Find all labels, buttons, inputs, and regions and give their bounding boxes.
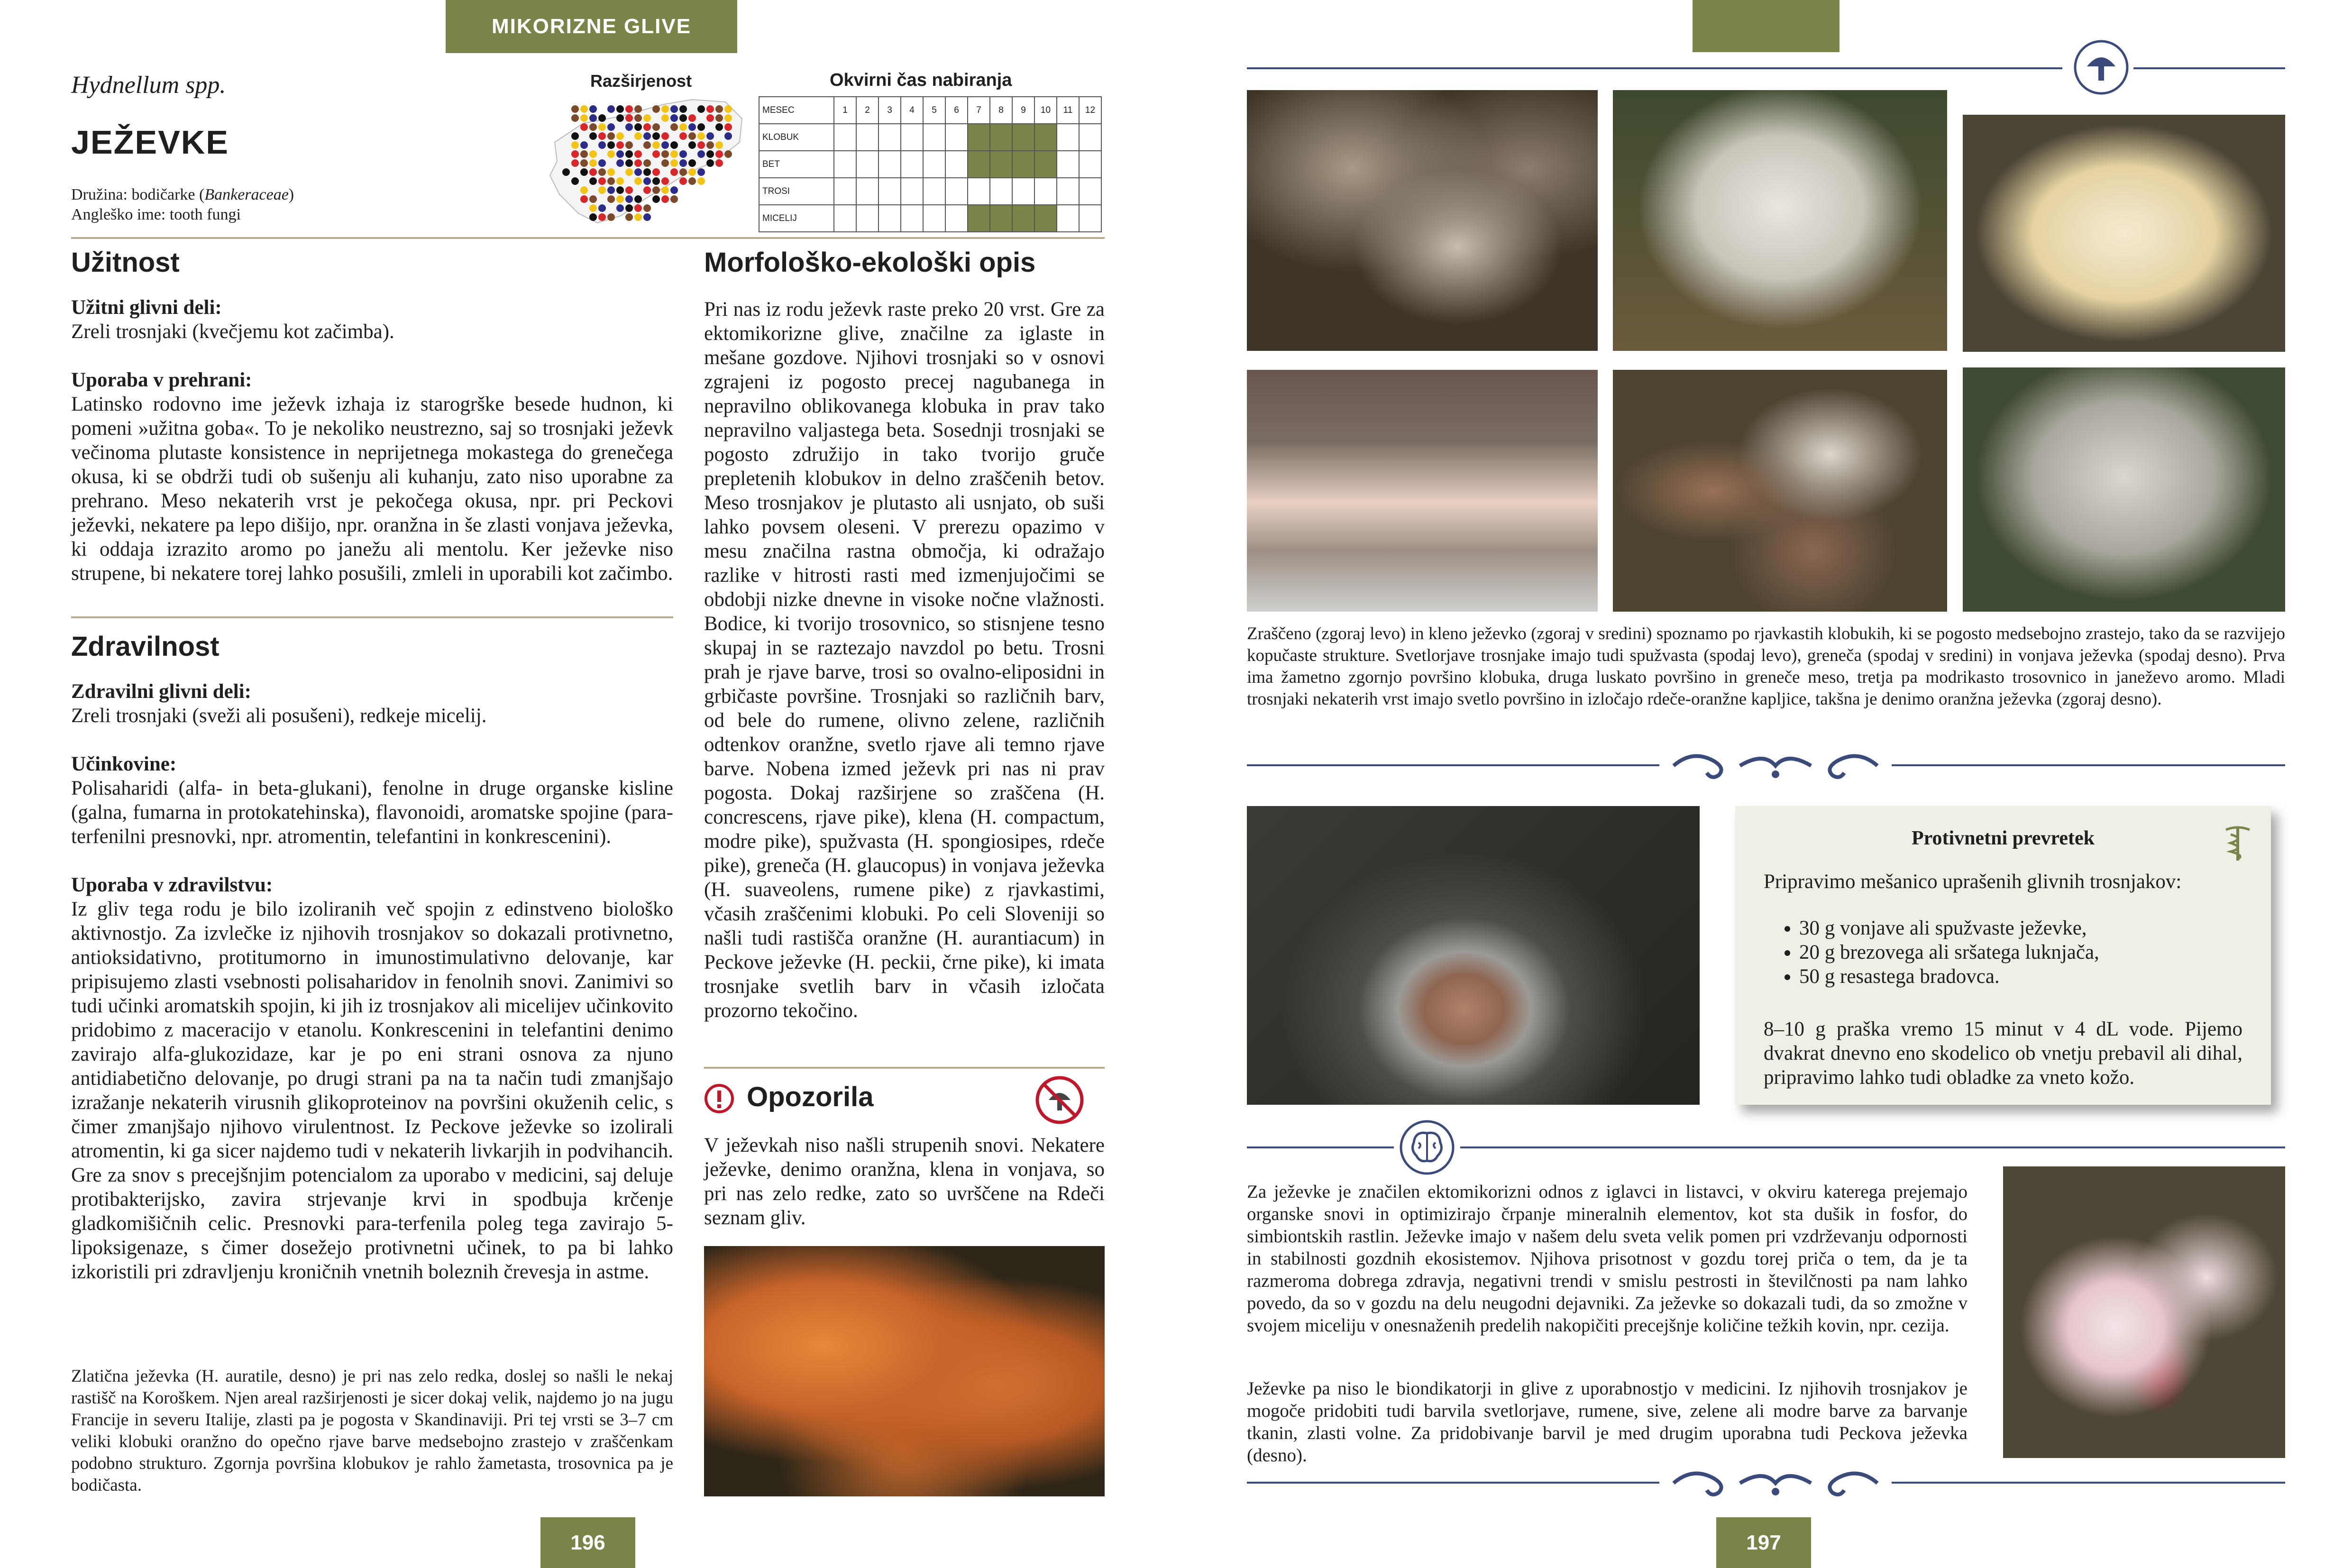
distribution-dot <box>670 159 678 167</box>
distribution-dot <box>724 105 732 113</box>
family-end: ) <box>288 186 294 203</box>
distribution-dot <box>679 123 687 131</box>
zdravilnost-sub1: Zdravilni glivni deli: <box>71 680 251 703</box>
distribution-dot <box>697 132 705 140</box>
distribution-dot <box>598 213 606 221</box>
photo-top-left <box>1247 90 1598 351</box>
distribution-dot <box>652 150 660 158</box>
distribution-dot <box>598 123 606 131</box>
distribution-dot <box>652 186 660 194</box>
distribution-dot <box>679 114 687 122</box>
distribution-dot <box>697 105 705 113</box>
ecology-text-1: Za ježevke je značilen ektomikorizni odnos z iglavci in listavci, v okviru katerega prejemajo organske snovi in optimizirajo črpanje mineralnih elementov, kot sta dušik in fosfor, do simbiontskih rastlin. Ježevke imajo v našem delu sveta velik pomen pri vzdrževanju odpornosti in stabilnosti gozdnih ekosistemov. Njihova prisotnost v gozdu torej priča o tem, da je ta razmeroma dobrega zdravja, negativni trendi v smislu pestrosti in številčnosti pa nam lahko povedo, da so v gozdu na delu neugodni dejavniki. Za ježevke so dokazali tudi, da so zmožne v svojem miceliju v onesnaženih predelih nakopičiti precejšnje količine težkih kovin, npr. cezija. <box>1247 1182 1968 1336</box>
calendar-month-11: 11 <box>1057 97 1079 124</box>
calendar-cell <box>968 205 990 232</box>
distribution-dot <box>661 159 669 167</box>
distribution-dot <box>715 123 723 131</box>
distribution-dot <box>580 123 588 131</box>
distribution-dot <box>652 177 660 185</box>
calendar-cell <box>879 178 901 205</box>
distribution-dot <box>697 123 705 131</box>
left-caption: Zlatična ježevka (H. auratile, desno) je pri nas zelo redka, doslej so našli le nekaj rastišč na Koroškem. Njen areal razširjenosti je sicer dokaj velik, najdemo jo na jugu Francije in severu Italije, zlasti pa je pogosta v Skandinaviji. Pri tej vrsti se 3–7 cm veliki klobuki oranžno do opečno rjave barve medsebojno zrastejo v zraščenkam podobno strukturo. Zgornja površina klobukov je rahlo žametasta, trosovnica pa je bodičasta. <box>71 1366 673 1495</box>
calendar-month-10: 10 <box>1034 97 1057 124</box>
distribution-dot <box>670 141 678 149</box>
distribution-dot <box>634 114 642 122</box>
distribution-dot <box>580 141 588 149</box>
mushroom-emblem-icon <box>2073 39 2130 96</box>
calendar-month-3: 3 <box>879 97 901 124</box>
distribution-dot <box>661 150 669 158</box>
distribution-dot <box>652 141 660 149</box>
distribution-dot <box>679 105 687 113</box>
calendar-row <box>759 151 1101 178</box>
left-divider-1 <box>71 616 673 618</box>
calendar-cell <box>901 205 923 232</box>
uzitnost-heading: Užitnost <box>71 247 180 278</box>
calendar-cell <box>1012 205 1034 232</box>
distribution-dot <box>634 123 642 131</box>
distribution-dot <box>589 204 597 212</box>
calendar-cell <box>1079 178 1101 205</box>
calendar-cell <box>1034 178 1057 205</box>
calendar-month-5: 5 <box>923 97 945 124</box>
calendar-row-label: BET <box>759 151 834 178</box>
photo-hydnellum-auratile <box>704 1246 1105 1496</box>
distribution-dot <box>652 132 660 140</box>
photo-powder-spoon <box>1247 806 1700 1105</box>
ornament-scroll-icon-2 <box>1669 1464 1882 1502</box>
calendar-cell <box>834 124 856 151</box>
photo-top-right <box>1963 115 2285 352</box>
distribution-dot <box>643 177 651 185</box>
calendar-cell <box>834 205 856 232</box>
distribution-dot <box>625 168 633 176</box>
zdravilnost-text3: Iz gliv tega rodu je bilo izoliranih več spojin z edinstveno biološko aktivnostjo. Za izvlečke iz njihovih trosnjakov so dokazali protivnetno, antioksidativno, protitumorno in imunostimulativno delovanje, kar pripisujemo zlasti vsebnosti polisaharidov in fenolnih snovi. Zanimivi so tudi učinki aromatskih spojin, ki jih iz trosnjakov ali micelijev učinkovito pridobimo z maceracijo v etanolu. Konkrescenini in telefantini denimo zavirajo alfa-glukozidaze, kar je po eni strani osnova za njuno antidiabetično delovanje, po drugi strani pa na ta način tudi zmanjšajo izražanje nekaterih virusnih glikoproteinov na površini okuženih celic, s čimer zmanjšajo njihovo virulentnost. Iz Peckove ježevke so izolirali atromentin, ki ga sicer najdemo tudi v nekaterih livkarjih in podvihancih. Gre za snov s precejšnjim potencialom za uporabo v medicini, saj deluje protibakterijsko, zavira strjevanje krvi in spodbuja krčenje gladkomišičnih celic. Presnovki para-terfenila poleg tega zavirajo 5-lipoksigenaze, s čimer dosežejo protivnetni učinek, to pa bi lahko izkoristili pri zdravljenju kroničnih vnetnih boleznih črevesja in astme. <box>71 898 673 1283</box>
distribution-dot <box>688 141 696 149</box>
distribution-dot <box>625 141 633 149</box>
species-latin: Hydnellum spp. <box>71 72 226 99</box>
distribution-dot <box>697 150 705 158</box>
calendar-cell <box>945 178 968 205</box>
recipe-instructions: 8–10 g praška vremo 15 minut v 4 dL vode. Pijemo dvakrat dnevno eno skodelico ob vnetju prebavil ali dihal, pripravimo lahko tudi obladke za vneto kožo. <box>1764 1018 2242 1089</box>
distribution-dot <box>661 132 669 140</box>
distribution-dot <box>679 132 687 140</box>
distribution-dot <box>607 186 615 194</box>
distribution-map <box>540 90 754 228</box>
recipe-item: • 30 g vonjave ali spužvaste ježevke, <box>1799 916 2273 940</box>
distribution-dot <box>625 105 633 113</box>
uzitnost-sub1: Užitni glivni deli: <box>71 296 222 319</box>
distribution-dot <box>652 195 660 203</box>
photo-top-center <box>1613 90 1947 351</box>
right-page-tab <box>1693 0 1840 52</box>
family-latin: Bankeraceae <box>204 186 289 203</box>
calendar-cell <box>945 124 968 151</box>
distribution-dot <box>706 105 714 113</box>
calendar-row-label: KLOBUK <box>759 124 834 151</box>
page-number-left: 196 <box>540 1517 635 1568</box>
distribution-dot <box>643 132 651 140</box>
zdravilnost-text1: Zreli trosnjaki (sveži ali posušeni), redkeje micelij. <box>71 705 487 727</box>
calendar-row-label: TROSI <box>759 178 834 205</box>
distribution-dot <box>724 114 732 122</box>
top-rule-right <box>2133 67 2285 69</box>
recipe-item: • 20 g brezovega ali sršatega luknjača, <box>1799 940 2273 964</box>
distribution-dot <box>616 186 624 194</box>
distribution-dot <box>706 150 714 158</box>
distribution-dot <box>580 186 588 194</box>
distribution-dot <box>652 168 660 176</box>
calendar-cell <box>834 151 856 178</box>
distribution-dot <box>724 123 732 131</box>
distribution-dot <box>652 105 660 113</box>
uzitnost-text2: Latinsko rodovno ime ježevk izhaja iz starogrške besede hudnon, ki pomeni »užitna goba«. To je nekoliko neustrezno, saj so trosnjaki ježevk večinoma plutaste konsistence in neprijetnega mokastega do grenečega okusa, ki se obdrži tudi ob sušenju ali kuhanju, zato niso uporabne za prehrano. Meso nekaterih vrst je pekočega okusa, npr. pri Peckovi ježevki, nekatere pa lepo dišijo, npr. oranžna in še zlasti vonjava ježevka, ki oddaja izrazito aromo po janežu ali mentolu. Ker ježevke niso strupene, bi nekatere torej lahko posušili, zmleli in uporabili kot začimbo. <box>71 393 673 585</box>
page-title: JEŽEVKE <box>71 124 229 161</box>
distribution-dot <box>589 132 597 140</box>
calendar-cell <box>901 178 923 205</box>
calendar-cell <box>990 151 1012 178</box>
warning-icon <box>704 1083 734 1114</box>
distribution-dot <box>589 123 597 131</box>
distribution-dot <box>589 213 597 221</box>
distribution-dot <box>598 204 606 212</box>
calendar-cell <box>879 205 901 232</box>
distribution-dot <box>616 150 624 158</box>
calendar-cell <box>856 205 879 232</box>
distribution-dot <box>571 159 579 167</box>
distribution-dot <box>661 105 669 113</box>
calendar-month-6: 6 <box>945 97 968 124</box>
zdravilnost-heading: Zdravilnost <box>71 631 220 662</box>
calendar-cell <box>1012 178 1034 205</box>
distribution-dot <box>598 186 606 194</box>
distribution-dot <box>616 159 624 167</box>
recipe-list <box>1764 916 2273 989</box>
distribution-dot <box>679 177 687 185</box>
distribution-dot <box>715 141 723 149</box>
opozorila-divider <box>704 1067 1105 1069</box>
photo-bottom-center <box>1613 370 1947 612</box>
recipe-intro: Pripravimo mešanico uprašenih glivnih trosnjakov: <box>1764 871 2182 893</box>
calendar-cell <box>1057 205 1079 232</box>
calendar-cell <box>923 205 945 232</box>
distribution-dot <box>616 204 624 212</box>
distribution-dot <box>598 159 606 167</box>
distribution-dot <box>688 132 696 140</box>
distribution-dot <box>562 168 570 176</box>
distribution-dot <box>625 150 633 158</box>
harvest-calendar <box>759 96 1102 232</box>
calendar-cell <box>968 151 990 178</box>
distribution-dot <box>697 177 705 185</box>
calendar-cell <box>1012 124 1034 151</box>
calendar-cell <box>923 124 945 151</box>
distribution-dot <box>625 186 633 194</box>
distribution-dot <box>607 177 615 185</box>
zdravilnost-text2: Polisaharidi (alfa- in beta-glukani), fenolne in druge organske kisline (galna, fumarna in protokatehinska), flavonoidi, aromatske spojine (para-terfenilni presnovki, npr. atromentin, telefantini in konkrescenini). <box>71 777 673 848</box>
distribution-dot <box>643 213 651 221</box>
recipe-item: • 50 g resastega bradovca. <box>1799 964 2273 989</box>
calendar-cell <box>990 124 1012 151</box>
distribution-dot <box>670 114 678 122</box>
ornament-rule-2-left <box>1247 1482 1659 1484</box>
recipe-box <box>1735 806 2271 1105</box>
distribution-dot <box>670 195 678 203</box>
calendar-cell <box>879 124 901 151</box>
calendar-cell <box>923 151 945 178</box>
distribution-dot <box>616 177 624 185</box>
photo-hydnellum-peckii <box>2003 1166 2285 1458</box>
distribution-dot <box>643 168 651 176</box>
zdravilnost-sub3: Uporaba v zdravilstvu: <box>71 874 273 896</box>
recipe-title: Protivnetni prevretek <box>1911 827 2095 849</box>
header-divider <box>71 237 1105 239</box>
distribution-dot <box>661 186 669 194</box>
distribution-dot <box>688 114 696 122</box>
distribution-dot <box>571 132 579 140</box>
right-caption: Zraščeno (zgoraj levo) in kleno ježevko (zgoraj v sredini) spoznamo po rjavkastih klobukih, ki se pogosto medsebojno zrastejo, tako da se razvijejo kopučaste strukture. Svetlorjave trosnjake imajo tudi spužvasta (spodaj levo), greneča (spodaj v sredini) in vonjava ježevka (spodaj desno). Prva ima žametno zgornjo površino klobuka, druga luskato površino in greneče meso, tretja pa modrikasto trosovnico in janeževo aromo. Mladi trosnjaki nekaterih vrst imajo svetlo površino in izločajo rdeče-oranžne kapljice, takšna je denimo oranžna ježevka (zgoraj desno). <box>1247 624 2285 709</box>
calendar-month-label: MESEC <box>759 97 834 124</box>
calendar-cell <box>1079 124 1101 151</box>
distribution-dot <box>589 150 597 158</box>
distribution-dot <box>571 177 579 185</box>
calendar-cell <box>968 178 990 205</box>
distribution-dot <box>598 141 606 149</box>
distribution-dot <box>679 159 687 167</box>
calendar-cell <box>1034 124 1057 151</box>
distribution-dot <box>607 195 615 203</box>
family-line <box>71 186 294 204</box>
calendar-cell <box>879 151 901 178</box>
caduceus-icon <box>2224 825 2252 863</box>
distribution-dot <box>643 141 651 149</box>
distribution-dot <box>661 195 669 203</box>
distribution-dot <box>715 159 723 167</box>
calendar-cell <box>945 205 968 232</box>
distribution-dot <box>625 123 633 131</box>
calendar-cell <box>1012 151 1034 178</box>
distribution-dot <box>571 141 579 149</box>
distribution-dot <box>634 204 642 212</box>
distribution-dot <box>634 150 642 158</box>
distribution-dot <box>661 177 669 185</box>
calendar-month-7: 7 <box>968 97 990 124</box>
distribution-dot <box>589 195 597 203</box>
calendar-month-9: 9 <box>1012 97 1034 124</box>
distribution-dot <box>634 159 642 167</box>
distribution-dot <box>661 141 669 149</box>
morfologija-heading: Morfološko-ekološki opis <box>704 247 1036 278</box>
distribution-dot <box>580 159 588 167</box>
calendar-row <box>759 124 1101 151</box>
calendar-cell <box>1034 151 1057 178</box>
ecology-text-2: Ježevke pa niso le biondikatorji in glive z uporabnostjo v medicini. Iz njihovih trosnjakov je mogoče pridobiti tudi barvila svetlorjave, rumene, sive, zelene ali modre barve za barvanje tkanin, zlasti volne. Za pridobivanje barvil je med drugim uporabna tudi Peckova ježevka (desno). <box>1247 1378 1968 1466</box>
calendar-month-1: 1 <box>834 97 856 124</box>
distribution-dot <box>688 159 696 167</box>
distribution-dot <box>679 168 687 176</box>
calendar-cell <box>990 178 1012 205</box>
distribution-dot <box>607 168 615 176</box>
distribution-title: Razširjenost <box>590 71 692 91</box>
distribution-dot <box>670 123 678 131</box>
photo-bottom-right <box>1963 367 2285 612</box>
photo-bottom-left <box>1247 370 1598 612</box>
distribution-dot <box>661 114 669 122</box>
calendar-row <box>759 205 1101 232</box>
calendar-cell <box>945 151 968 178</box>
calendar-month-4: 4 <box>901 97 923 124</box>
distribution-dot <box>643 204 651 212</box>
distribution-dot <box>652 123 660 131</box>
distribution-dot <box>625 195 633 203</box>
distribution-dot <box>580 195 588 203</box>
no-mushroom-icon <box>1034 1074 1086 1126</box>
calendar-month-2: 2 <box>856 97 879 124</box>
distribution-dot <box>616 114 624 122</box>
distribution-dot <box>643 186 651 194</box>
calendar-cell <box>1057 151 1079 178</box>
distribution-dot <box>715 114 723 122</box>
mid-rule-right <box>1460 1146 2285 1148</box>
distribution-dot <box>706 141 714 149</box>
calendar-cell <box>1057 124 1079 151</box>
distribution-dot <box>688 177 696 185</box>
ornament-rule-1-left <box>1247 764 1659 766</box>
distribution-dot <box>580 150 588 158</box>
distribution-dot <box>607 105 615 113</box>
distribution-dot <box>571 150 579 158</box>
distribution-dot <box>670 186 678 194</box>
calendar-cell <box>856 124 879 151</box>
english-name: Angleško ime: tooth fungi <box>71 206 241 223</box>
distribution-dot <box>598 114 606 122</box>
family-label: Družina: bodičarke ( <box>71 186 205 203</box>
uzitnost-sub2: Uporaba v prehrani: <box>71 369 252 391</box>
distribution-dot <box>670 150 678 158</box>
distribution-dot <box>706 114 714 122</box>
distribution-dot <box>697 141 705 149</box>
calendar-cell <box>1034 205 1057 232</box>
calendar-cell <box>901 124 923 151</box>
distribution-dot <box>697 168 705 176</box>
distribution-dot <box>589 114 597 122</box>
calendar-row <box>759 178 1101 205</box>
distribution-dot <box>724 150 732 158</box>
calendar-cell <box>856 178 879 205</box>
distribution-dot <box>715 150 723 158</box>
distribution-dot <box>616 105 624 113</box>
distribution-dot <box>643 123 651 131</box>
distribution-dot <box>670 105 678 113</box>
distribution-dot <box>589 159 597 167</box>
distribution-dot <box>571 105 579 113</box>
distribution-dot <box>571 114 579 122</box>
distribution-dot <box>580 105 588 113</box>
distribution-dot <box>607 150 615 158</box>
distribution-dot <box>607 132 615 140</box>
distribution-dot <box>598 132 606 140</box>
distribution-dot <box>706 132 714 140</box>
page-number-right: 197 <box>1716 1517 1811 1568</box>
top-rule-left <box>1247 67 2062 69</box>
distribution-dot <box>688 123 696 131</box>
distribution-dot <box>607 213 615 221</box>
calendar-cell <box>834 178 856 205</box>
distribution-dot <box>634 213 642 221</box>
distribution-dot <box>670 168 678 176</box>
calendar-cell <box>901 151 923 178</box>
distribution-dot <box>634 177 642 185</box>
distribution-dot <box>724 132 732 140</box>
distribution-dot <box>625 204 633 212</box>
ornament-rule-1-right <box>1892 764 2285 766</box>
brain-emblem-icon <box>1399 1119 1455 1176</box>
morfologija-text: Pri nas iz rodu ježevk raste preko 20 vrst. Gre za ektomikorizne glive, značilne za iglaste in mešane gozdove. Njihovi trosnjaki so v osnovi zgrajeni iz pogosto precej nagubanega in nepravilno oblikovanega klobuka in prav tako nepravilno valjastega beta. Sosednji trosnjaki se pogosto združijo in tako tvorijo gruče prepletenih klobukov in delno zraščenih betov. Meso trosnjakov je plutasto ali usnjato, ob suši lahko povsem oleseni. V prerezu opazimo v mesu značilna rastna območja, ki odražajo razlike v hitrosti rasti med izmenjujočimi se obdobji nizke dnevne in visoke nočne vlažnosti. Bodice, ki tvorijo trosovnico, so stisnjene tesno skupaj in se raztezajo navzdol po betu. Trosni prah je rjave barve, trosi so ovalno-eliposidni in grbičaste površine. Trosnjaki so različnih barv, od bele do rumene, olivno zelene, različnih odtenkov oranžne, svetlo rjave ali temno rjave barve. Nobena izmed ježevk pri nas ni prav pogosta. Dokaj razširjene so zraščena (H. concrescens, rjave pike), klena (H. compactum, modre pike), spužvasta (H. spongiosipes, rdeče pike), greneča (H. glaucopus) in vonjava ježevka (H. suaveolens, rumene pike) z rjavkastimi, včasih zraščenimi klobuki. Po celi Sloveniji so našli tudi rastišča oranžne (H. aurantiacum) in Peckove ježevke (H. peckii, črne pike), ki imata trosnjake svetlih barv in včasih izločata prozorno tekočino. <box>704 298 1105 1022</box>
distribution-dot <box>580 168 588 176</box>
distribution-dot <box>634 168 642 176</box>
distribution-dot <box>634 105 642 113</box>
calendar-cell <box>968 124 990 151</box>
distribution-dot <box>679 150 687 158</box>
opozorila-heading: Opozorila <box>747 1082 874 1112</box>
calendar-cell <box>923 178 945 205</box>
ornament-rule-2-right <box>1892 1482 2285 1484</box>
distribution-dot <box>589 105 597 113</box>
distribution-dot <box>607 123 615 131</box>
calendar-month-12: 12 <box>1079 97 1101 124</box>
distribution-dot <box>643 114 651 122</box>
calendar-month-8: 8 <box>990 97 1012 124</box>
distribution-dot <box>715 105 723 113</box>
distribution-dot <box>598 168 606 176</box>
distribution-dot <box>625 213 633 221</box>
distribution-dot <box>616 132 624 140</box>
calendar-cell <box>1057 178 1079 205</box>
calendar-cell <box>990 205 1012 232</box>
calendar-cell <box>1079 205 1101 232</box>
ornament-scroll-icon-1 <box>1669 747 1882 785</box>
distribution-dot <box>580 114 588 122</box>
calendar-row-label: MICELIJ <box>759 205 834 232</box>
distribution-dot <box>625 159 633 167</box>
distribution-dot <box>589 177 597 185</box>
opozorila-text: V ježevkah niso našli strupenih snovi. Nekatere ježevke, denimo oranžna, klena in vonjava, so pri nas zelo redke, zato so uvrščene na Rdeči seznam gliv. <box>704 1134 1105 1229</box>
distribution-dot <box>706 159 714 167</box>
distribution-dot <box>634 132 642 140</box>
mid-rule-left <box>1247 1146 1394 1148</box>
distribution-dot <box>616 195 624 203</box>
distribution-dot <box>625 114 633 122</box>
distribution-dot <box>616 141 624 149</box>
distribution-dot <box>607 141 615 149</box>
uzitnost-text1: Zreli trosnjaki (kvečjemu kot začimba). <box>71 321 394 343</box>
distribution-dot <box>688 168 696 176</box>
zdravilnost-sub2: Učinkovine: <box>71 753 177 775</box>
distribution-dot <box>634 195 642 203</box>
distribution-dot <box>598 177 606 185</box>
calendar-cell <box>1079 151 1101 178</box>
distribution-dot <box>643 159 651 167</box>
calendar-title: Okvirni čas nabiranja <box>830 70 1012 90</box>
distribution-dot <box>589 168 597 176</box>
section-tab: MIKORIZNE GLIVE <box>446 0 737 53</box>
calendar-cell <box>856 151 879 178</box>
